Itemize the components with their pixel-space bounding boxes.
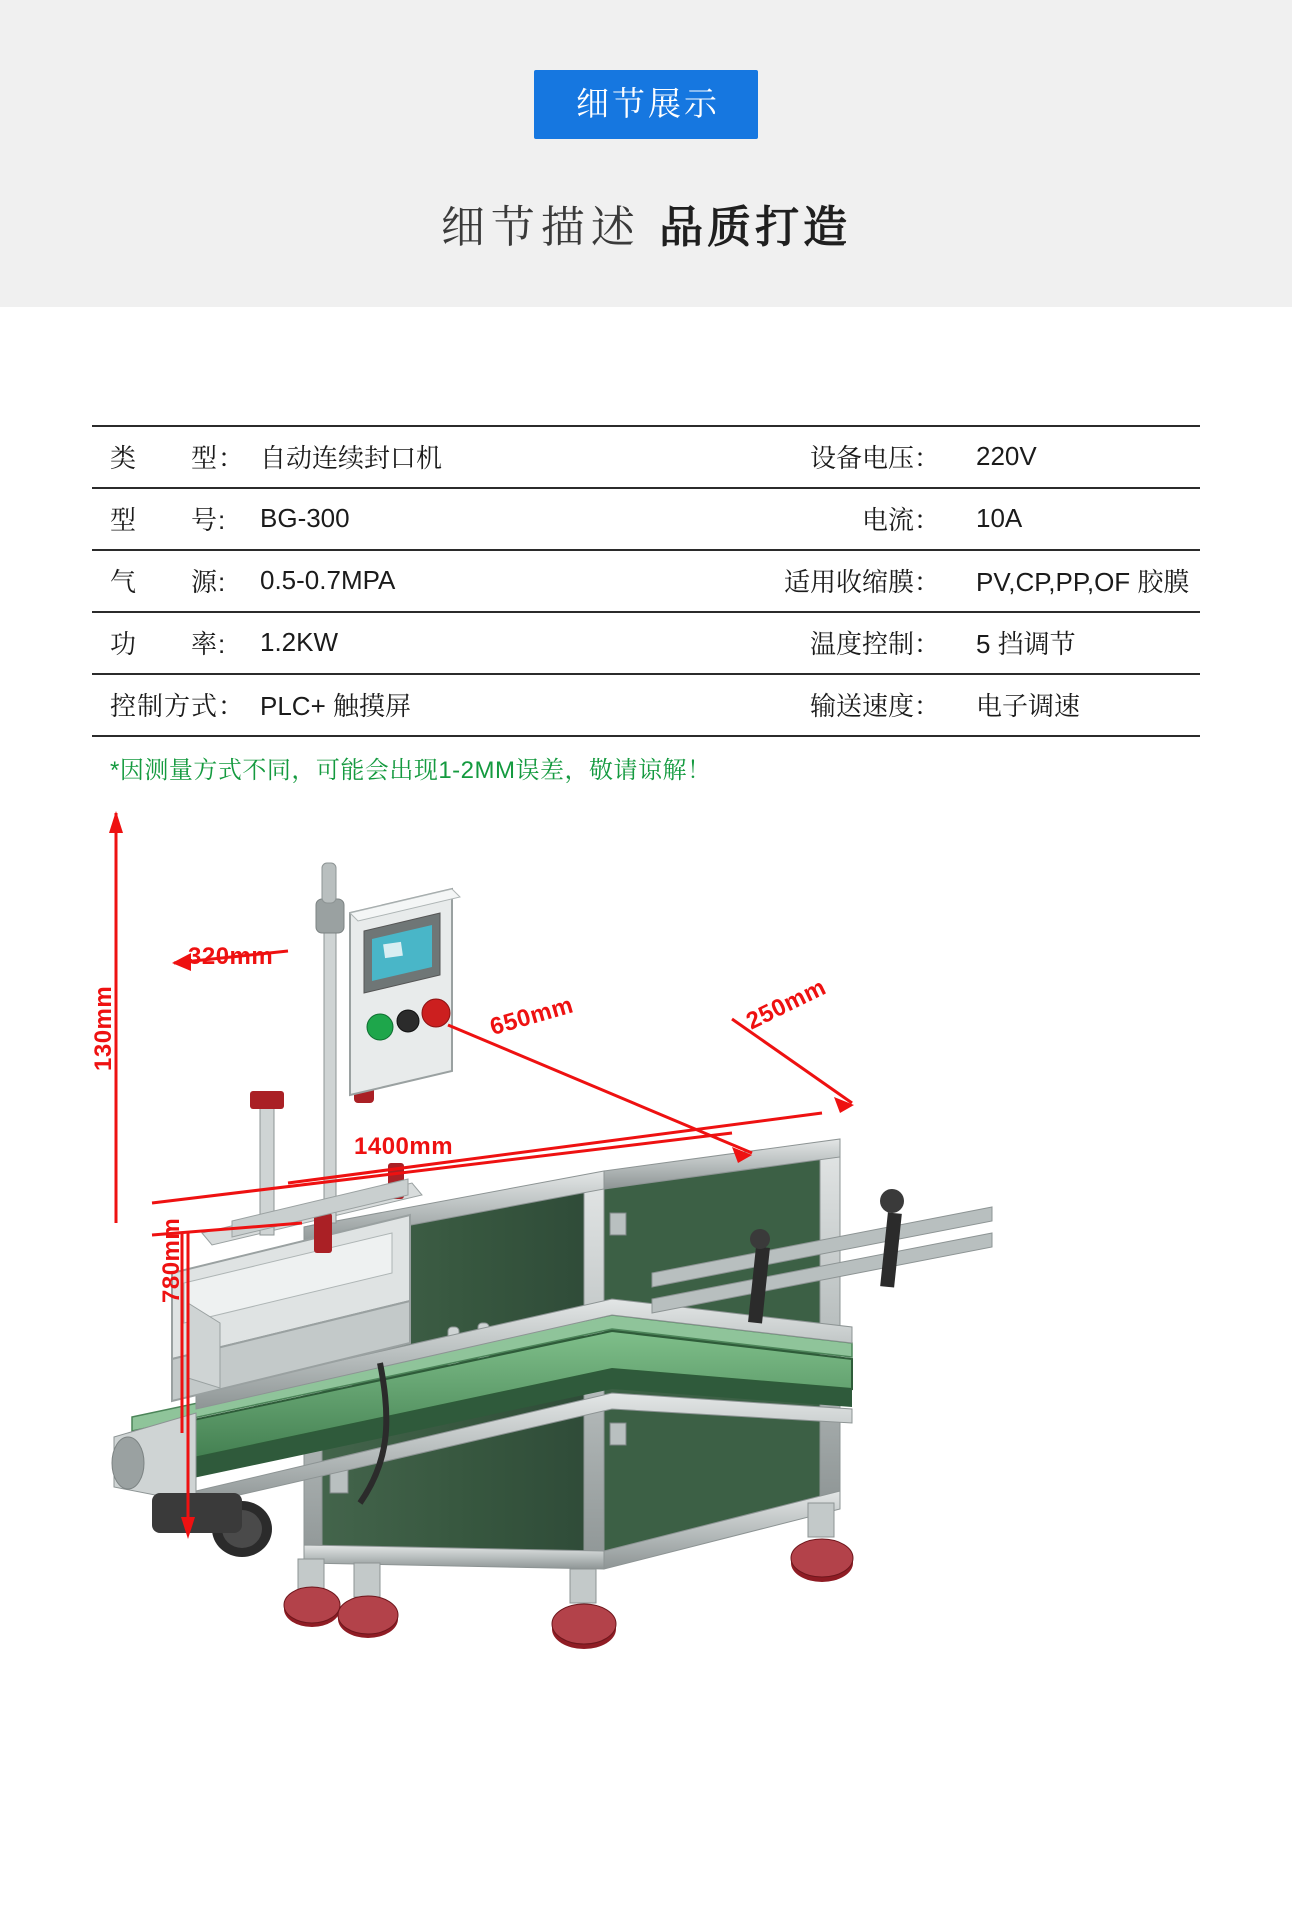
- spec-label: 型 号:: [92, 488, 260, 550]
- spec-value: 220V: [950, 426, 1200, 488]
- spec-table: [92, 425, 1200, 737]
- spec-label: 输送速度：: [690, 674, 950, 736]
- spec-value: PLC+ 触摸屏: [260, 674, 690, 736]
- dimension-depth-right: 250mm: [742, 973, 831, 1036]
- machine-diagram: [92, 803, 1200, 1813]
- spec-label: 设备电压：: [690, 426, 950, 488]
- spec-label: 功 率:: [92, 612, 260, 674]
- spec-section: [92, 425, 1200, 785]
- spec-value: 10A: [950, 488, 1200, 550]
- measurement-note: *因测量方式不同，可能会出现1-2MM误差，敬请谅解！: [110, 757, 712, 784]
- dimension-width-head: 320mm: [188, 943, 274, 970]
- spec-value: PV,CP,PP,OF 胶膜: [950, 550, 1200, 612]
- spec-label: 适用收缩膜：: [690, 550, 950, 612]
- spec-value: 1.2KW: [260, 612, 690, 674]
- dimension-height-total: 130mm: [90, 985, 117, 1071]
- section-badge: 细节展示: [534, 70, 758, 139]
- dimension-depth-mid: 650mm: [487, 991, 577, 1041]
- headline-strong: 品质打造: [659, 203, 852, 252]
- spec-value: 0.5-0.7MPA: [260, 550, 690, 612]
- page-title: [0, 191, 1292, 255]
- spec-label: 电流：: [690, 488, 950, 550]
- table-row: [92, 674, 1200, 736]
- spec-value: 电子调速: [950, 674, 1200, 736]
- header-band: [0, 0, 1292, 307]
- table-row: [92, 612, 1200, 674]
- control-panel-box: [350, 889, 460, 1095]
- spec-label: 类 型：: [92, 426, 260, 488]
- headline-light: 细节描述: [440, 203, 641, 252]
- spec-value: 自动连续封口机: [260, 426, 690, 488]
- spec-value: BG-300: [260, 488, 690, 550]
- spec-value: 5 挡调节: [950, 612, 1200, 674]
- table-row: [92, 426, 1200, 488]
- spec-label: 温度控制：: [690, 612, 950, 674]
- spec-label: 控制方式：: [92, 674, 260, 736]
- spec-label: 气 源:: [92, 550, 260, 612]
- dimension-height-cabinet: 780mm: [158, 1217, 185, 1303]
- table-row: [92, 488, 1200, 550]
- table-row: [92, 550, 1200, 612]
- dimension-length-total: 1400mm: [354, 1133, 454, 1160]
